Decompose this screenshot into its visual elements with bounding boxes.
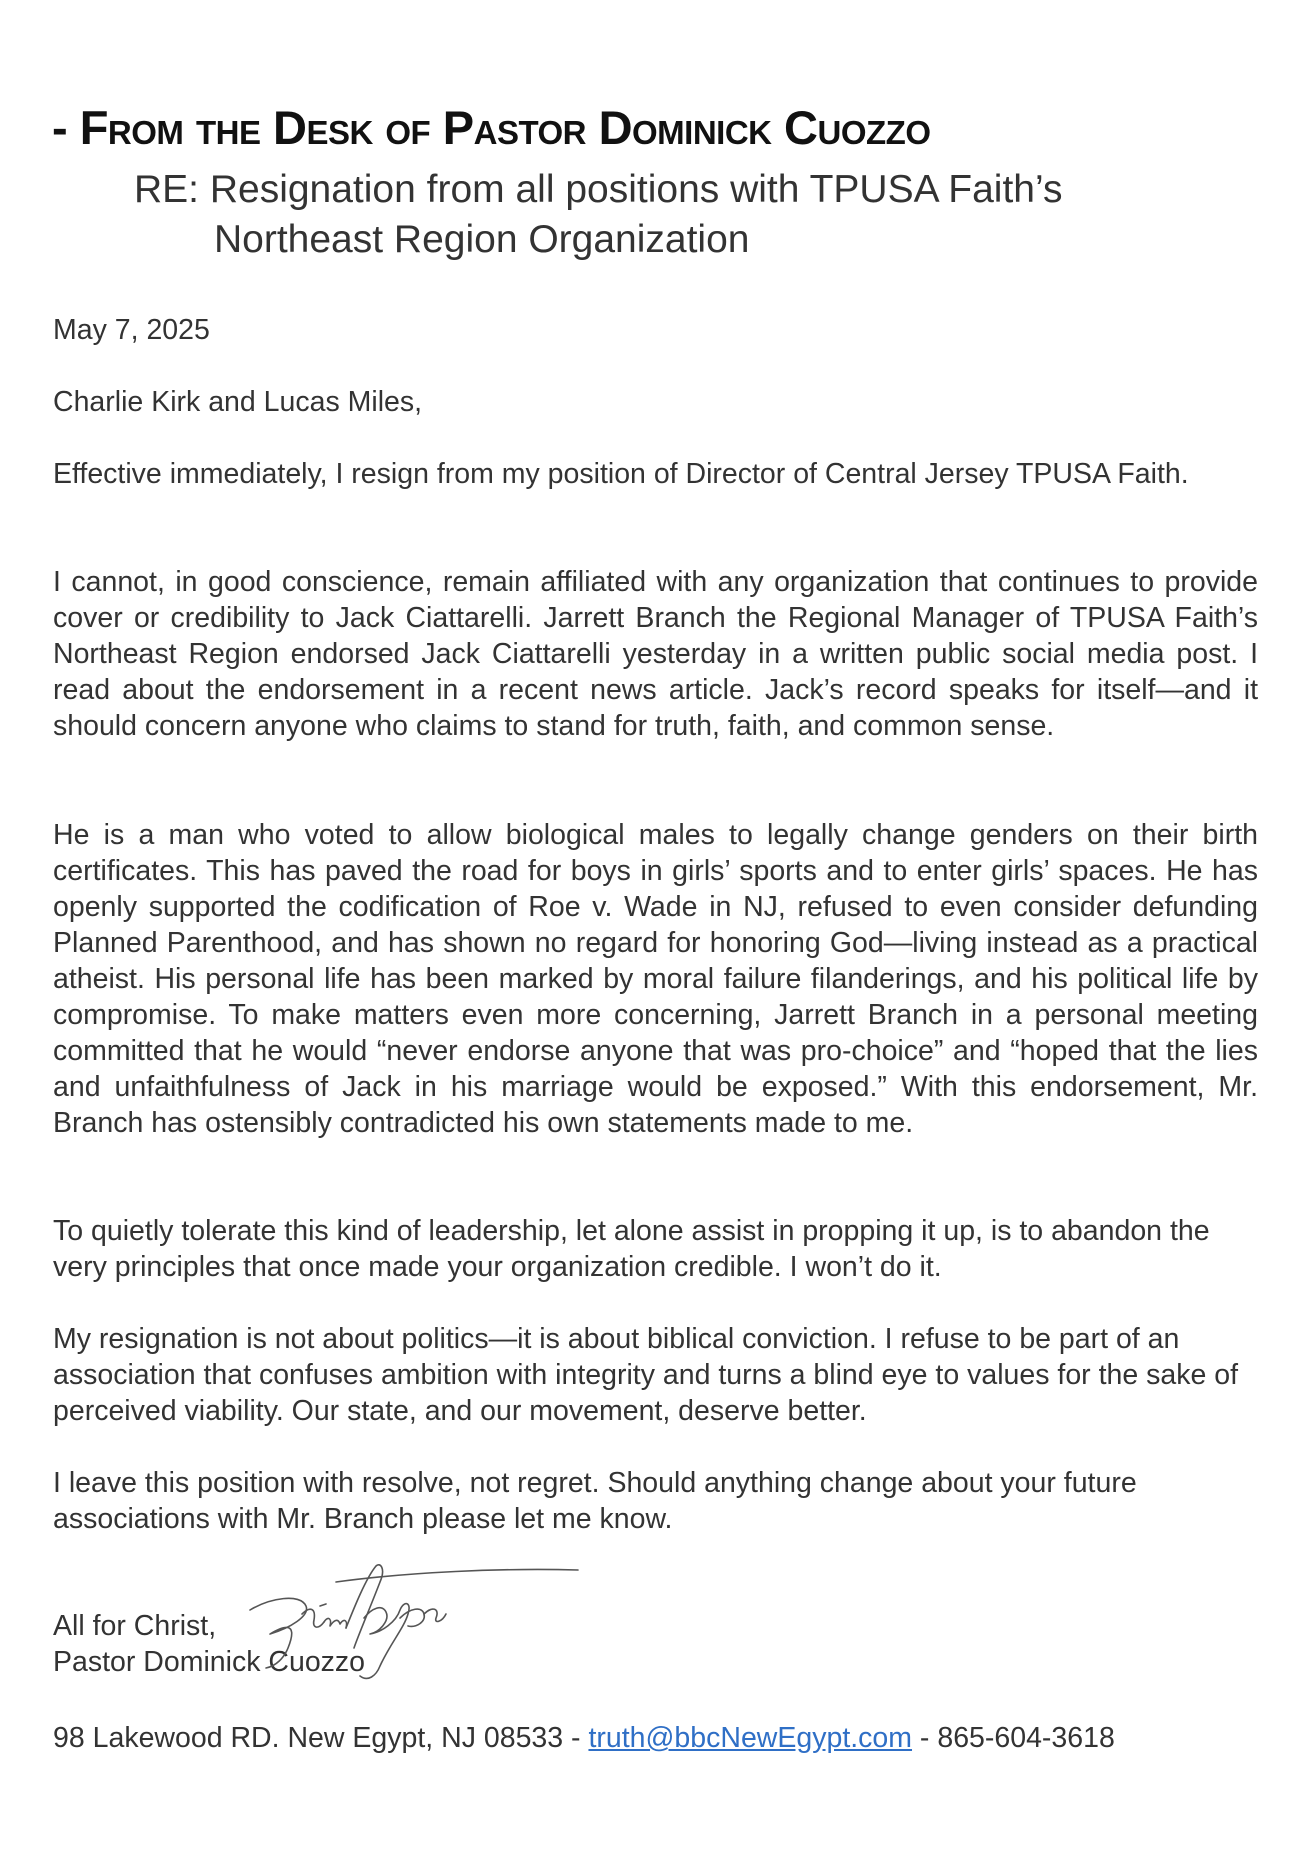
subject-line-2: Northeast Region Organization — [214, 218, 750, 261]
paragraph-5: My resignation is not about politics—it is about biblical conviction. I refuse to be part of an association that confuses ambition with integrity and turns a blind eye to values for the sake of perceived viability. Our state, and our movement, deserve better. — [53, 1323, 1239, 1427]
salutation: Charlie Kirk and Lucas Miles, — [53, 386, 423, 418]
paragraph-1: Effective immediately, I resign from my position of Director of Central Jersey TPUSA Faith. — [53, 458, 1189, 490]
contact-footer — [53, 1722, 1115, 1755]
paragraph-4: To quietly tolerate this kind of leadership, let alone assist in propping it up, is to abandon the very principles that once made your organization credible. I won’t do it. — [53, 1215, 1210, 1283]
footer-phone: - 865-604-3618 — [912, 1722, 1115, 1754]
letter-date: May 7, 2025 — [53, 314, 210, 346]
email-link[interactable]: truth@bbcNewEgypt.com — [588, 1722, 913, 1754]
handwritten-signature — [240, 1548, 580, 1688]
closing-block — [53, 1608, 1258, 1680]
footer-address: 98 Lakewood RD. New Egypt, NJ 08533 - — [53, 1722, 589, 1754]
subject-line-1: RE: Resignation from all positions with TPUSA Faith’s — [134, 168, 1063, 211]
paragraph-3: He is a man who voted to allow biological males to legally change genders on their birth certificates. This has paved the road for boys in girls’ sports and to enter girls’ spaces. He has openly supported the codification of Roe v. Wade in NJ, refused to even consider defunding Planned Parenthood, and has shown no regard for honoring God—living instead as a practical atheist. His personal life has been marked by moral failure filanderings, and his political life by compromise. To make matters even more concerning, Jarrett Branch in a personal meeting committed that he would “never endorse anyone that was pro-choice” and “hoped that the lies and unfaithfulness of Jack in his marriage would be exposed.” With this endorsement, Mr. Branch has ostensibly contradicted his own statements made to me. — [53, 819, 1258, 1139]
paragraph-2: I cannot, in good conscience, remain affiliated with any organization that continues to provide cover or credibility to Jack Ciattarelli. Jarrett Branch the Regional Manager of TPUSA Faith’s Northeast Region endorsed Jack Ciattarelli yesterday in a written public social media post. I read about the endorsement in a recent news article. Jack’s record speaks for itself—and it should concern anyone who claims to stand for truth, faith, and common sense. — [53, 566, 1258, 742]
signatory-name: Pastor Dominick Cuozzo — [53, 1646, 366, 1678]
letter-heading: - From the Desk of Pastor Dominick Cuozzo — [52, 101, 931, 154]
paragraph-6: I leave this position with resolve, not regret. Should anything change about your future associations with Mr. Branch please let me know. — [53, 1467, 1137, 1535]
closing-line: All for Christ, — [53, 1610, 217, 1642]
